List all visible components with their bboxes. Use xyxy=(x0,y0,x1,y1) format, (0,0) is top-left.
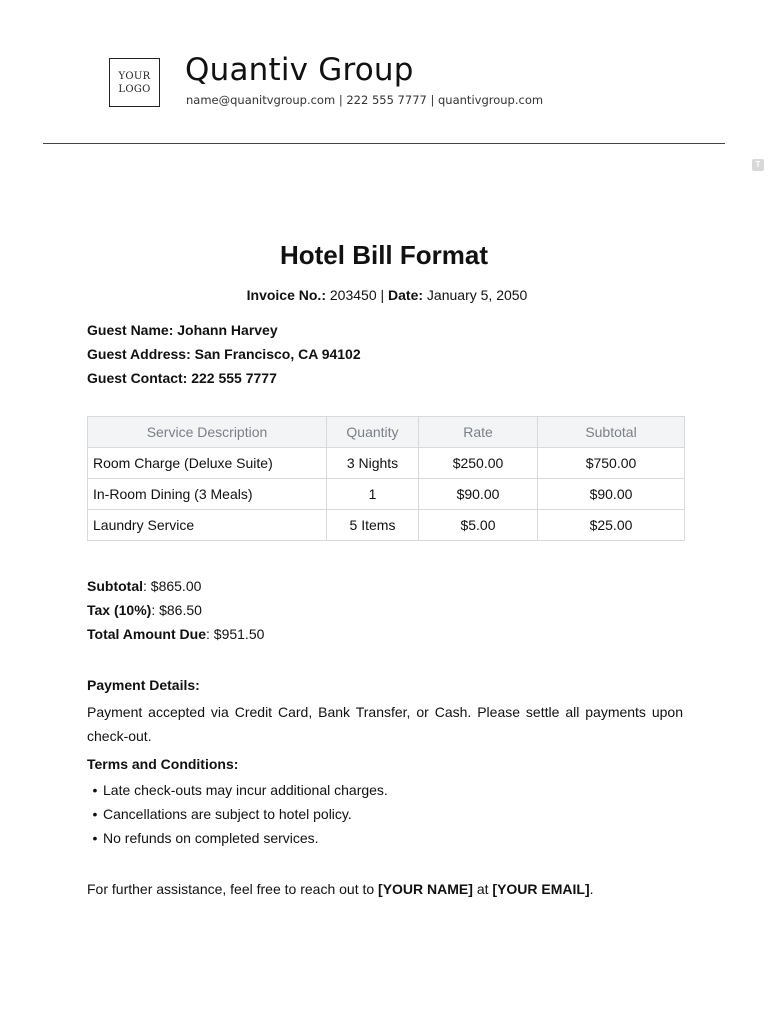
subtotal-label: Subtotal xyxy=(87,578,143,594)
cell-subtotal: $90.00 xyxy=(538,479,685,510)
terms-heading: Terms and Conditions: xyxy=(87,756,239,772)
cell-rate: $250.00 xyxy=(419,448,538,479)
column-header-subtotal: Subtotal xyxy=(538,417,685,448)
logo-line-1: YOUR xyxy=(118,70,151,82)
subtotal-value: : $865.00 xyxy=(143,578,202,594)
tax-line xyxy=(87,598,264,622)
cell-rate: $5.00 xyxy=(419,510,538,541)
payment-details-heading: Payment Details: xyxy=(87,677,200,693)
cell-subtotal: $750.00 xyxy=(538,448,685,479)
total-due-label: Total Amount Due xyxy=(87,626,206,642)
invoice-date-value: January 5, 2050 xyxy=(423,287,528,303)
list-item: • Late check-outs may incur additional charges. xyxy=(87,778,388,802)
company-name: Quantiv Group xyxy=(185,52,414,88)
subtotal-line xyxy=(87,574,264,598)
text-tool-icon[interactable]: T xyxy=(752,159,764,171)
guest-address: Guest Address: San Francisco, CA 94102 xyxy=(87,346,361,362)
terms-list xyxy=(87,778,388,850)
tax-label: Tax (10%) xyxy=(87,602,152,618)
company-contact: name@quanitvgroup.com | 222 555 7777 | quantivgroup.com xyxy=(186,93,544,107)
column-header-rate: Rate xyxy=(419,417,538,448)
list-item: • No refunds on completed services. xyxy=(87,826,388,850)
invoice-number-label: Invoice No.: xyxy=(246,287,326,303)
table-row xyxy=(88,510,685,541)
guest-name: Guest Name: Johann Harvey xyxy=(87,322,278,338)
document-title: Hotel Bill Format xyxy=(279,240,488,270)
your-name-placeholder: [YOUR NAME] xyxy=(378,881,473,897)
total-due-line xyxy=(87,622,264,646)
totals-block xyxy=(87,574,264,646)
header-divider xyxy=(43,143,725,144)
table-row xyxy=(88,479,685,510)
cell-description: In-Room Dining (3 Meals) xyxy=(88,479,327,510)
table-row xyxy=(88,448,685,479)
services-table xyxy=(87,416,685,541)
total-due-value: : $951.50 xyxy=(206,626,265,642)
list-item: • Cancellations are subject to hotel policy. xyxy=(87,802,388,826)
cell-quantity: 3 Nights xyxy=(327,448,419,479)
cell-quantity: 1 xyxy=(327,479,419,510)
column-header-description: Service Description xyxy=(88,417,327,448)
cell-subtotal: $25.00 xyxy=(538,510,685,541)
closing-suffix: . xyxy=(589,881,594,897)
invoice-number-value: 203450 xyxy=(326,287,381,303)
cell-rate: $90.00 xyxy=(419,479,538,510)
tax-value: : $86.50 xyxy=(151,602,202,618)
cell-description: Laundry Service xyxy=(88,510,327,541)
payment-details-text: Payment accepted via Credit Card, Bank Transfer, or Cash. Please settle all payments upon check-out. xyxy=(87,704,683,744)
invoice-line xyxy=(0,287,768,303)
table-header-row xyxy=(88,417,685,448)
closing-note xyxy=(87,881,594,897)
guest-info xyxy=(87,318,361,390)
guest-contact: Guest Contact: 222 555 7777 xyxy=(87,370,277,386)
closing-prefix: For further assistance, feel free to reach out to xyxy=(87,881,379,897)
cell-description: Room Charge (Deluxe Suite) xyxy=(88,448,327,479)
logo-line-2: LOGO xyxy=(118,83,151,95)
column-header-quantity: Quantity xyxy=(327,417,419,448)
cell-quantity: 5 Items xyxy=(327,510,419,541)
company-logo xyxy=(109,58,160,107)
invoice-separator: | xyxy=(380,287,385,303)
your-email-placeholder: [YOUR EMAIL] xyxy=(492,881,590,897)
invoice-date-label: Date: xyxy=(384,287,424,303)
closing-middle: at xyxy=(472,881,493,897)
